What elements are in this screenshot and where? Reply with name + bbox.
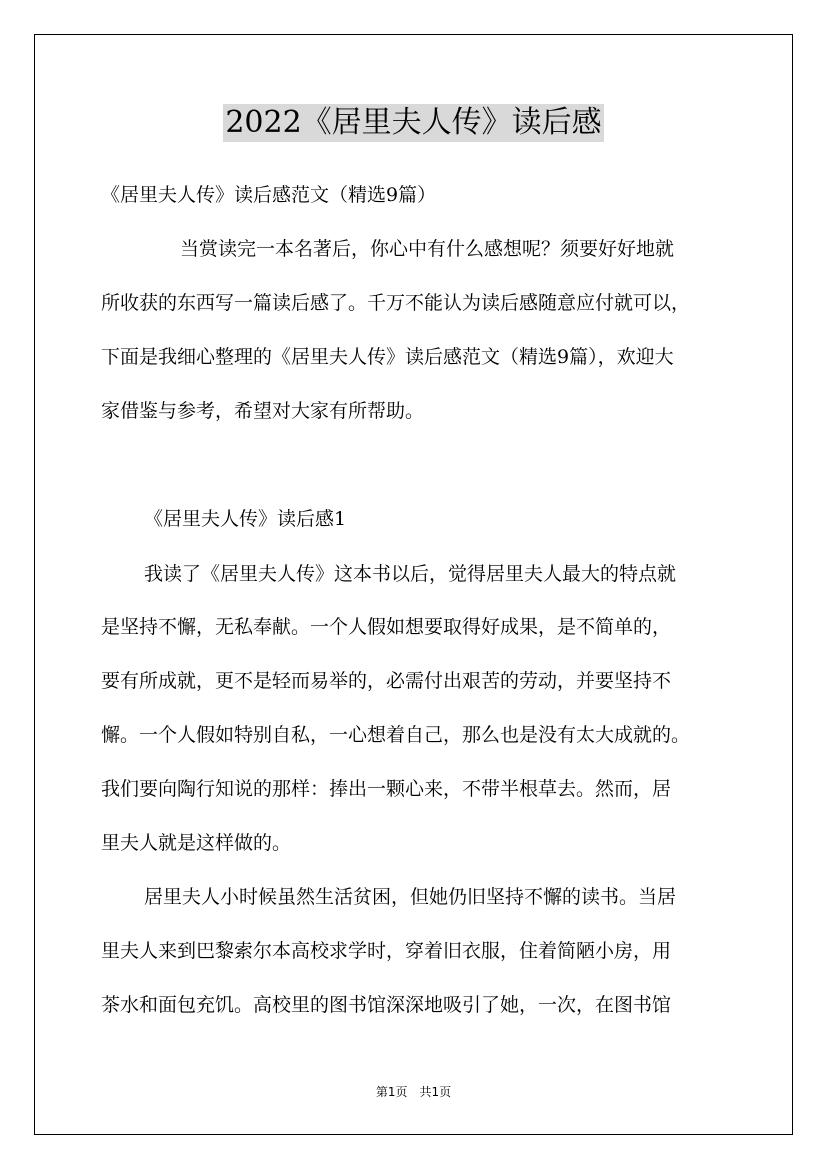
intro-line: 家借鉴与参考，希望对大家有所帮助。: [101, 400, 425, 422]
paragraph-line: 里夫人就是这样做的。: [101, 832, 292, 854]
document-title: 2022《居里夫人传》读后感: [225, 105, 602, 140]
paragraph-line: 要有所成就，更不是轻而易举的，必需付出艰苦的劳动，并要坚持不: [101, 670, 672, 692]
paragraph-line: 里夫人来到巴黎索尔本高校求学时，穿着旧衣服，住着简陋小房，用: [101, 940, 672, 962]
page-footer: 第1页 共1页: [375, 1085, 452, 1099]
section-heading: 《居里夫人传》读后感1: [144, 508, 347, 530]
document-subtitle: 《居里夫人传》读后感范文（精选9篇）: [101, 184, 437, 206]
paragraph-line: 我们要向陶行知说的那样：捧出一颗心来，不带半根草去。然而，居: [101, 778, 672, 800]
paragraph-line: 茶水和面包充饥。高校里的图书馆深深地吸引了她，一次，在图书馆: [101, 994, 672, 1016]
intro-line: 所收获的东西写一篇读后感了。千万不能认为读后感随意应付就可以，: [101, 292, 691, 314]
paragraph-line: 我读了《居里夫人传》这本书以后，觉得居里夫人最大的特点就: [144, 563, 677, 585]
intro-line: 下面是我细心整理的《居里夫人传》读后感范文（精选9篇），欢迎大: [101, 346, 674, 368]
paragraph-line: 是坚持不懈，无私奉献。一个人假如想要取得好成果，是不简单的，: [101, 616, 672, 638]
intro-line: 当赏读完一本名著后，你心中有什么感想呢？须要好好地就: [180, 238, 675, 260]
paragraph-line: 懈。一个人假如特别自私，一心想着自己，那么也是没有太大成就的。: [101, 724, 691, 746]
paragraph-line: 居里夫人小时候虽然生活贫困，但她仍旧坚持不懈的读书。当居: [144, 886, 677, 908]
